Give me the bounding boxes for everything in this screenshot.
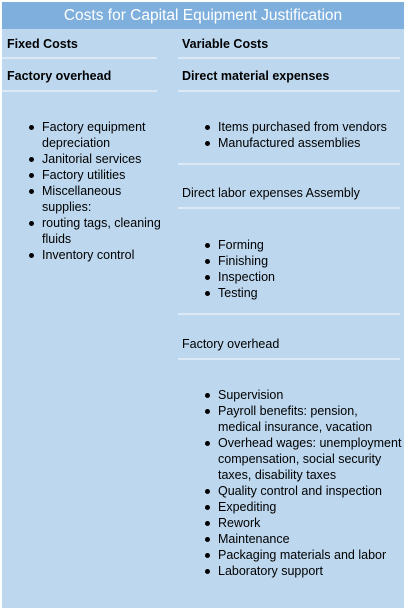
list-item: Laboratory support [178, 563, 404, 579]
divider [178, 207, 400, 209]
direct-material-heading: Direct material expenses [182, 69, 330, 83]
divider [178, 358, 400, 360]
list-item: routing tags, cleaning fluids [2, 215, 170, 247]
list-item: Maintenance [178, 531, 404, 547]
list-item: Payroll benefits: pension, medical insurance, vacation [178, 403, 404, 435]
list-item: Supervision [178, 387, 404, 403]
divider [178, 313, 400, 315]
list-item: Rework [178, 515, 404, 531]
variable-overhead-list [178, 387, 404, 579]
divider [2, 57, 157, 59]
list-item: Overhead wages: unemployment compensation, social security taxes, disability taxes [178, 435, 404, 483]
list-item: Inspection [178, 269, 404, 285]
list-item: Janitorial services [2, 151, 170, 167]
direct-labor-heading: Direct labor expenses Assembly [182, 186, 360, 200]
table-title: Costs for Capital Equipment Justification [2, 2, 404, 29]
list-item: Expediting [178, 499, 404, 515]
list-item: Finishing [178, 253, 404, 269]
divider [178, 57, 400, 59]
list-item: Factory utilities [2, 167, 170, 183]
list-item: Miscellaneous supplies: [2, 183, 170, 215]
variable-overhead-heading: Factory overhead [182, 337, 280, 351]
list-item: Forming [178, 237, 404, 253]
direct-labor-list [178, 237, 404, 301]
list-item: Quality control and inspection [178, 483, 404, 499]
list-item: Inventory control [2, 247, 170, 263]
fixed-overhead-list [2, 119, 170, 263]
fixed-costs-heading: Fixed Costs [7, 37, 78, 51]
cost-table [2, 2, 404, 608]
divider [178, 163, 400, 165]
variable-costs-heading: Variable Costs [182, 37, 269, 51]
list-item: Testing [178, 285, 404, 301]
list-item: Packaging materials and labor [178, 547, 404, 563]
list-item: Factory equipment depreciation [2, 119, 170, 151]
divider [2, 90, 157, 92]
divider [178, 90, 400, 92]
list-item: Items purchased from vendors [178, 119, 404, 135]
direct-material-list [178, 119, 404, 151]
list-item: Manufactured assemblies [178, 135, 404, 151]
fixed-section-heading: Factory overhead [7, 69, 112, 83]
